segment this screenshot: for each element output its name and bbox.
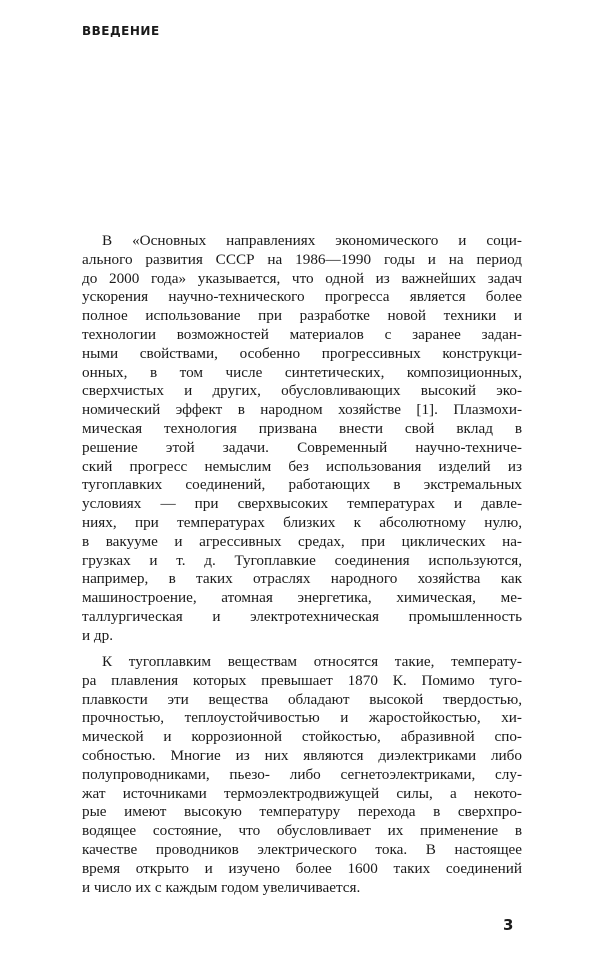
paragraph-1 [82, 232, 522, 646]
text-line: и число их с каждым годом увеличивается. [82, 878, 361, 896]
text-line: таллургическая и электротехническая промышленность [82, 607, 522, 625]
text-line: онных, в том числе синтетических, композиционных, [82, 363, 522, 381]
text-line: например, в таких отраслях народного хозяйства как [82, 570, 522, 588]
text-line: грузках и т. д. Тугоплавкие соединения используются, [82, 551, 522, 569]
page-number: 3 [503, 916, 514, 934]
text-line: водящее состояние, что обусловливает их применение в [82, 822, 522, 840]
chapter-heading: ВВЕДЕНИЕ [82, 24, 160, 38]
text-line: время открыто и изучено более 1600 таких соединений [82, 859, 522, 877]
text-line: тугоплавких соединений, работающих в экстремальных [82, 476, 522, 494]
text-line: условиях — при сверхвысоких температурах и давле- [82, 495, 522, 513]
text-line: сверхчистых и других, обусловливающих высокий эко- [82, 382, 522, 400]
text-line: В «Основных направлениях экономического и соци- [102, 232, 522, 249]
text-line: полное использование при разработке новой техники и [82, 307, 522, 325]
text-line: полупроводниками, пьезо- либо сегнетоэлектриками, слу- [82, 765, 522, 783]
text-line: ускорения научно-технического прогресса является более [82, 288, 522, 306]
text-line: рые имеют высокую температуру перехода в сверхпро- [82, 803, 522, 821]
text-line: ра плавления которых превышает 1870 К. Помимо туго- [82, 671, 522, 689]
text-line: ский прогресс немыслим без использования изделий из [82, 457, 522, 475]
text-line: собностью. Многие из них являются диэлектриками либо [82, 746, 522, 764]
text-line: и др. [82, 626, 114, 644]
text-line: мической и коррозионной стойкостью, абразивной спо- [82, 728, 522, 746]
paragraph-2 [82, 653, 522, 897]
text-line: мическая технология призвана внести свой вклад в [82, 419, 522, 437]
text-line: ального развития СССР на 1986—1990 годы и на период [82, 250, 522, 268]
text-line: номический эффект в народном хозяйстве [1]. Плазмохи- [82, 401, 522, 419]
text-line: жат источниками термоэлектродвижущей силы, а некото- [82, 784, 522, 802]
text-line: К тугоплавким веществам относятся такие, температу- [102, 653, 522, 670]
text-line: решение этой задачи. Современный научно-техниче- [82, 438, 522, 456]
text-line: ниях, при температурах близких к абсолютному нулю, [82, 513, 522, 531]
text-line: плавкости эти вещества обладают высокой твердостью, [82, 690, 522, 708]
text-line: ными свойствами, особенно прогрессивных конструкци- [82, 344, 522, 362]
text-line: прочностью, теплоустойчивостью и жаростойкостью, хи- [82, 709, 522, 727]
text-line: в вакууме и агрессивных средах, при циклических на- [82, 532, 522, 550]
text-line: качестве проводников электрического тока. В настоящее [82, 840, 522, 858]
text-line: до 2000 года» указывается, что одной из важнейших задач [82, 269, 522, 287]
text-line: машиностроение, атомная энергетика, химическая, ме- [82, 589, 522, 607]
text-line: технологии возможностей материалов с заранее задан- [82, 325, 522, 343]
